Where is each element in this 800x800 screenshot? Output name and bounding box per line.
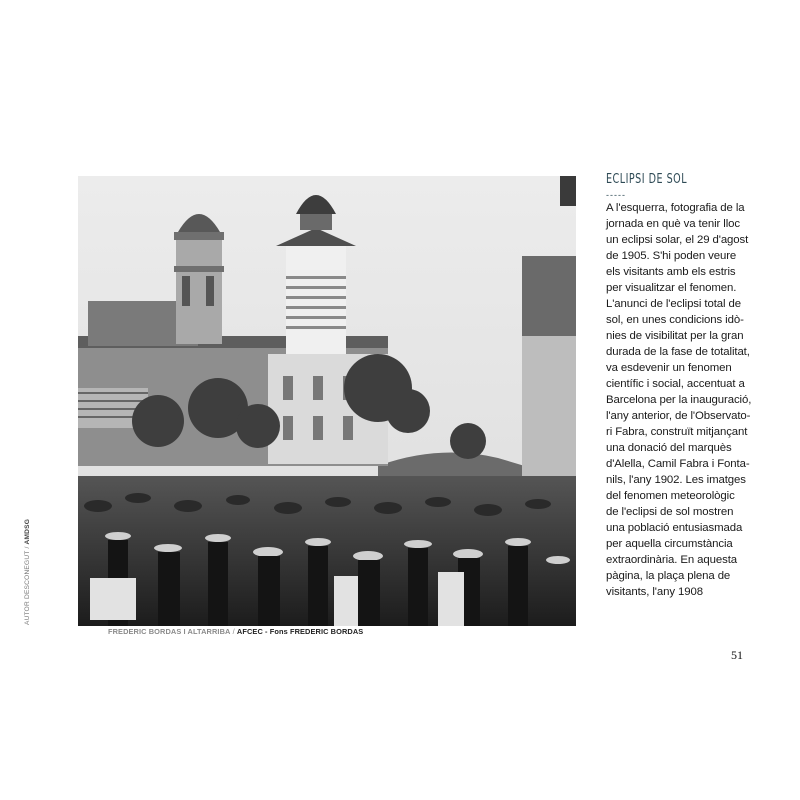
body-line: una població entusiasmada	[606, 522, 743, 534]
section-heading: ECLIPSI DE SOL	[606, 172, 688, 187]
photo-credit-author: FREDERIC BORDAS I ALTARRIBA	[108, 627, 231, 636]
side-credit-author: AUTOR DESCONEGUT	[24, 550, 31, 625]
body-line: l'any anterior, de l'Observato-	[606, 410, 751, 422]
heading-rule: -----	[606, 190, 626, 200]
body-line: els visitants amb els estris	[606, 266, 736, 278]
body-text	[606, 200, 786, 600]
body-line: per aquella circumstància	[606, 538, 733, 550]
side-credit-separator: /	[24, 544, 31, 551]
body-line: del fenomen meteorològic	[606, 490, 735, 502]
body-line: de l'eclipsi de sol mostren	[606, 506, 734, 518]
body-line: una donació del marquès	[606, 442, 732, 454]
side-credit-source: AMDSG	[24, 518, 31, 545]
body-line: d'Alella, Camil Fabra i Fonta-	[606, 458, 750, 470]
crowd-pavilion-photo-icon	[78, 176, 576, 626]
body-line: Barcelona per la inauguració,	[606, 394, 752, 406]
side-credit	[24, 519, 31, 625]
photo-credit-source: AFCEC - Fons FREDERIC BORDAS	[236, 627, 364, 636]
body-line: nils, l'any 1902. Les imatges	[606, 474, 746, 486]
body-line: ri Fabra, construït mitjançant	[606, 426, 748, 438]
body-line: científic i social, accentuat a	[606, 378, 745, 390]
body-line: pàgina, la plaça plena de	[606, 570, 731, 582]
body-line: va esdevenir un fenomen	[606, 362, 732, 374]
body-line: nies de visibilitat per la gran	[606, 330, 744, 342]
body-line: durada de la fase de totalitat,	[606, 346, 750, 358]
body-line: visitants, l'any 1908	[606, 586, 703, 598]
photo-credit-separator: /	[230, 627, 237, 636]
body-line: jornada en què va tenir lloc	[606, 218, 740, 230]
photo-credit	[108, 627, 363, 636]
body-line: un eclipsi solar, el 29 d'agost	[606, 234, 749, 246]
body-line: de 1905. S'hi poden veure	[606, 250, 737, 262]
body-line: sol, en unes condicions idò-	[606, 314, 744, 326]
body-line: L'anunci de l'eclipsi total de	[606, 298, 741, 310]
body-line: A l'esquerra, fotografia de la	[606, 202, 745, 214]
body-line: per visualitzar el fenomen.	[606, 282, 737, 294]
page-number: 51	[731, 648, 743, 662]
body-line: extraordinària. En aquesta	[606, 554, 738, 566]
historic-photo	[78, 176, 576, 626]
